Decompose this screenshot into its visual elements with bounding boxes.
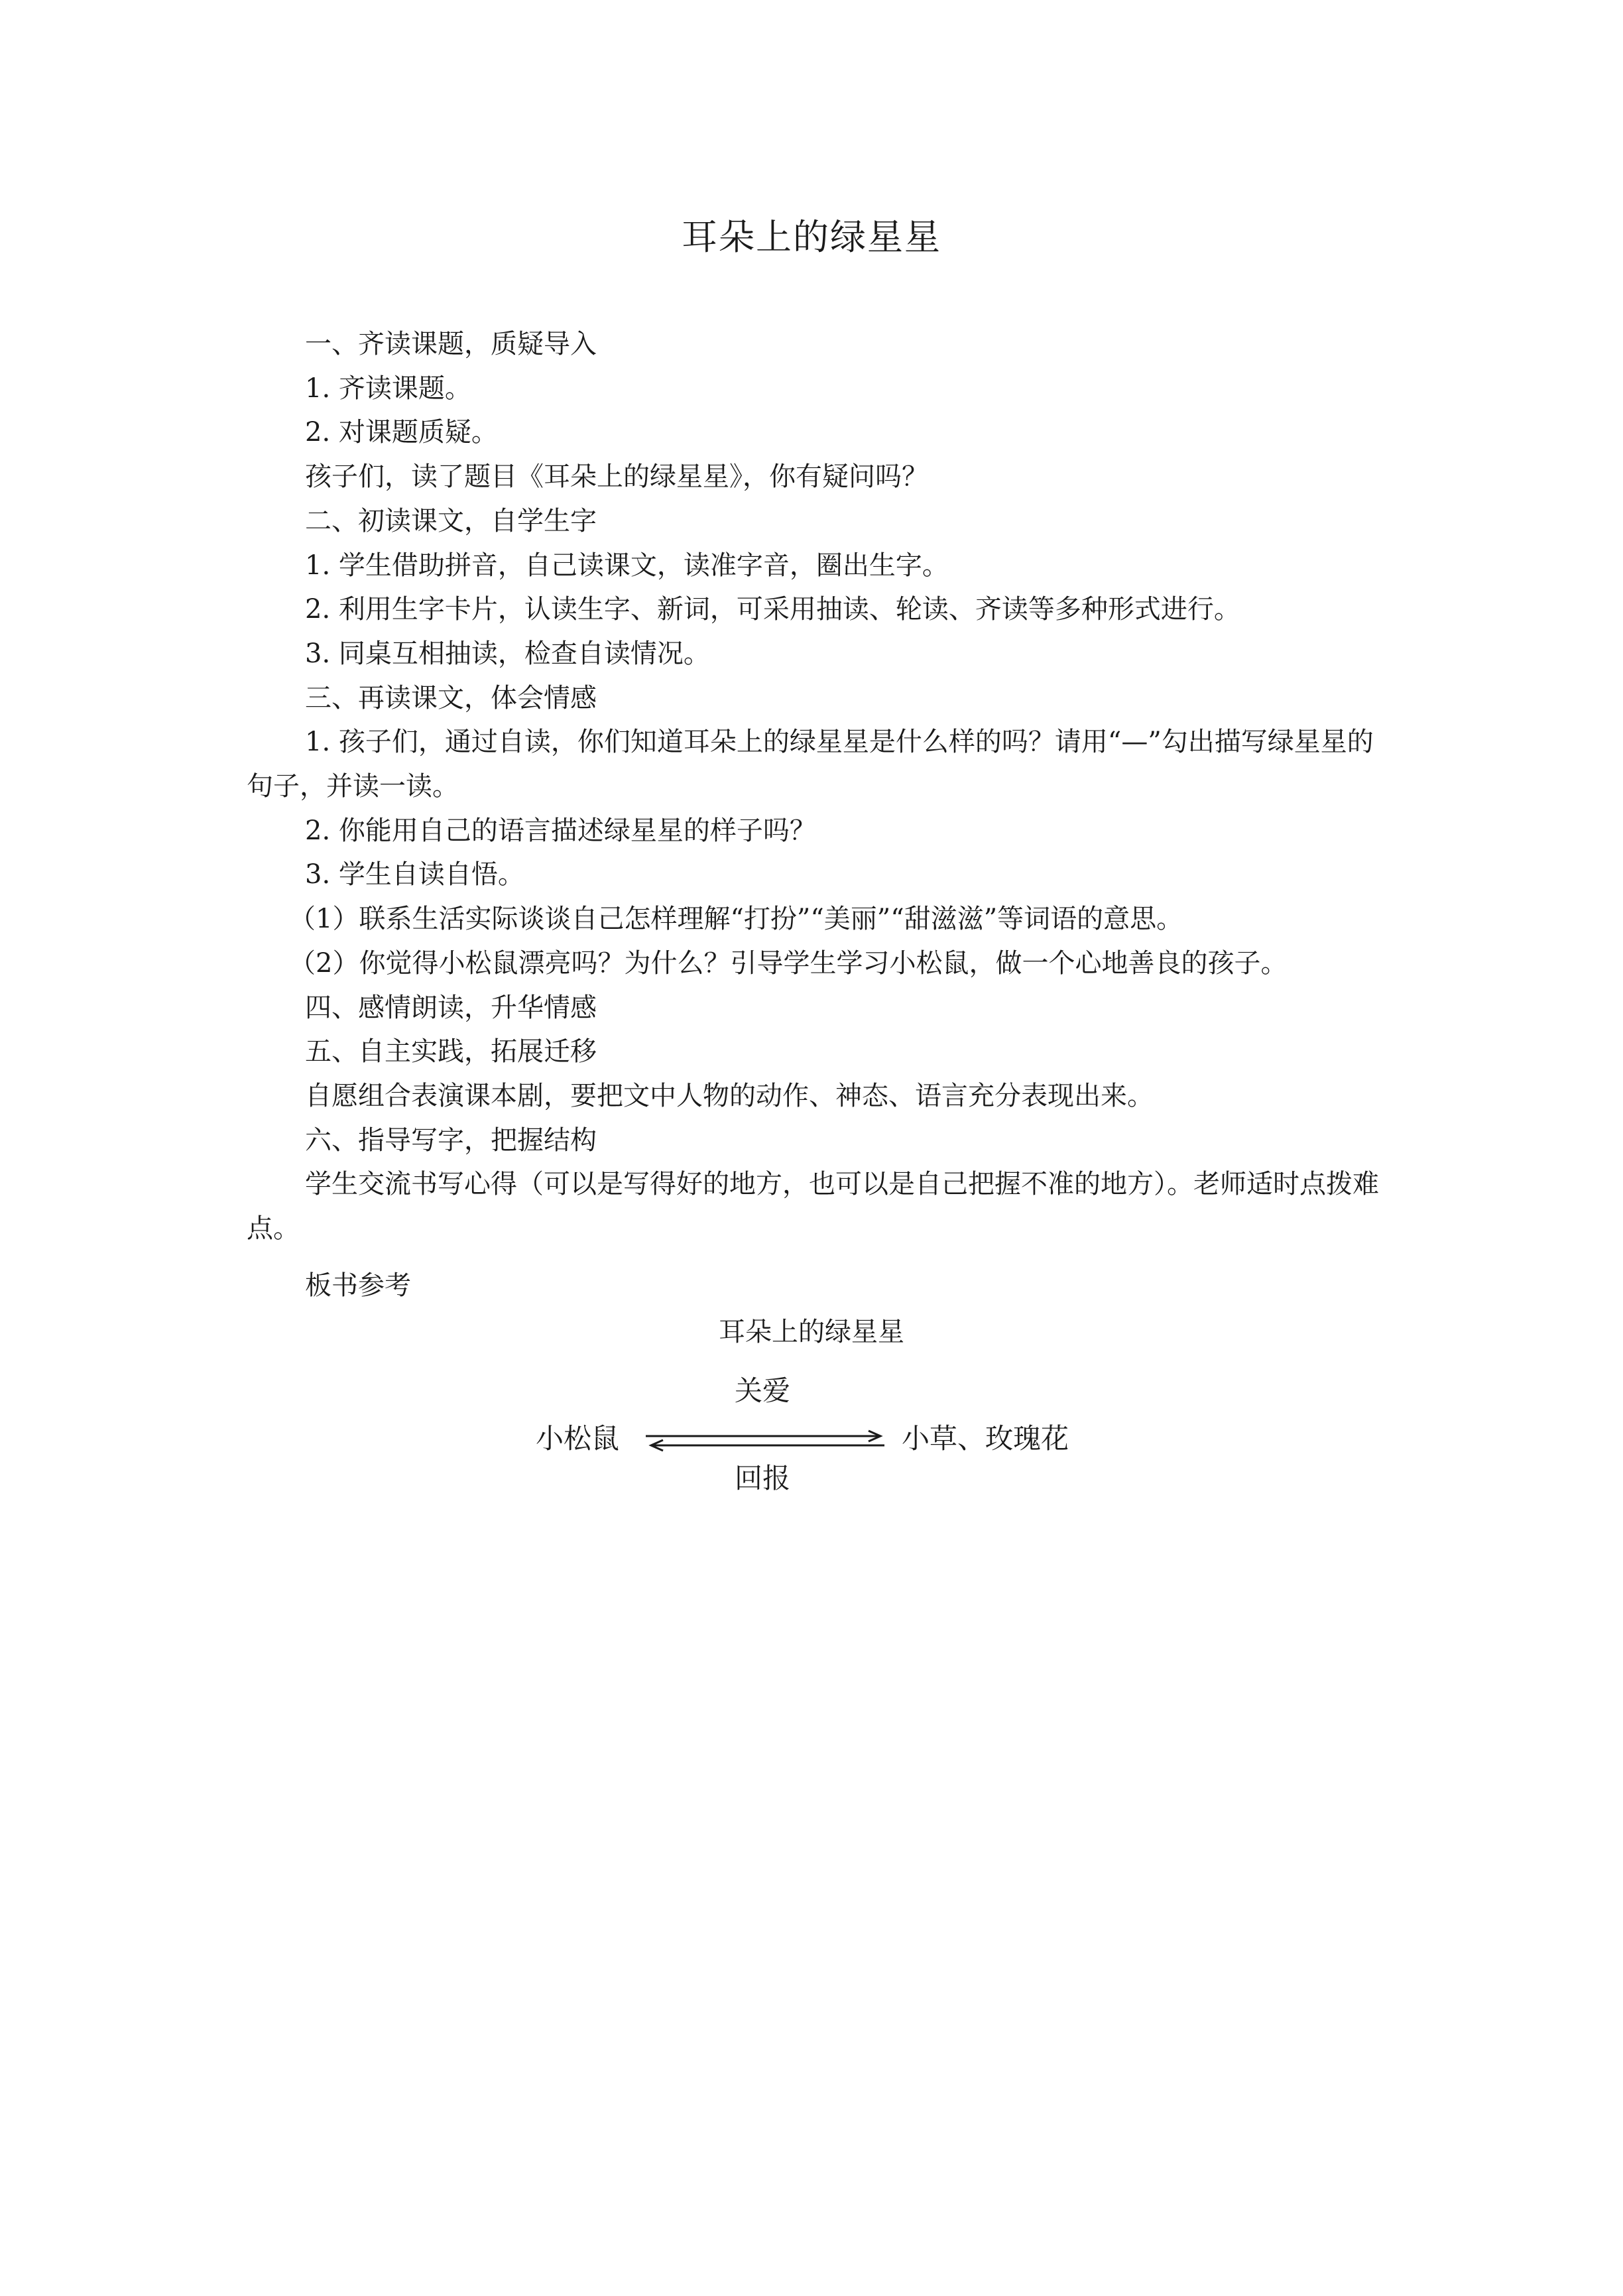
double-arrow-icon <box>643 1421 888 1461</box>
paragraph: （2）你觉得小松鼠漂亮吗？为什么？引导学生学习小松鼠，做一个心地善良的孩子。 <box>289 947 1288 979</box>
paragraph: 1. 孩子们，通过自读，你们知道耳朵上的绿星星是什么样的吗？请用“—”勾出描写绿星星的句子，并读一读。 <box>247 727 1374 802</box>
paragraph: （1）联系生活实际谈谈自己怎样理解“打扮”“美丽”“甜滋滋”等词语的意思。 <box>289 904 1183 935</box>
paragraph: 2. 利用生字卡片，认读生字、新词，可采用抽读、轮读、齐读等多种形式进行。 <box>305 594 1240 625</box>
paragraph: 学生交流书写心得（可以是写得好的地方，也可以是自己把握不准的地方）。老师适时点拨难点。 <box>247 1169 1379 1244</box>
paragraph: 3. 同桌互相抽读，检查自读情况。 <box>305 638 710 669</box>
section-heading-3: 三、再读课文，体会情感 <box>305 682 597 713</box>
paragraph: 自愿组合表演课本剧，要把文中人物的动作、神态、语言充分表现出来。 <box>305 1080 1154 1111</box>
bottom-label: 回报 <box>735 1462 791 1494</box>
paragraph: 1. 学生借助拼音，自己读课文，读准字音，圈出生字。 <box>305 550 949 581</box>
paragraph: 1. 齐读课题。 <box>305 373 471 404</box>
section-heading-1: 一、齐读课题，质疑导入 <box>305 329 597 359</box>
section-heading-2: 二、初读课文，自学生字 <box>305 505 597 536</box>
paragraph: 3. 学生自读自悟。 <box>305 859 524 890</box>
section-heading-6: 六、指导写字，把握结构 <box>305 1124 597 1156</box>
board-label: 板书参考 <box>305 1270 411 1301</box>
section-heading-4: 四、感情朗读，升华情感 <box>305 992 597 1023</box>
right-node: 小草、玫瑰花 <box>902 1422 1069 1455</box>
left-node: 小松鼠 <box>536 1422 620 1455</box>
section-heading-5: 五、自主实践，拓展迁移 <box>305 1036 597 1067</box>
paragraph: 2. 你能用自己的语言描述绿星星的样子吗？ <box>305 815 816 846</box>
top-label: 关爱 <box>735 1374 791 1407</box>
lesson-body <box>247 322 1388 1251</box>
paragraph: 孩子们，读了题目《耳朵上的绿星星》，你有疑问吗？ <box>305 461 928 493</box>
board-diagram <box>524 1372 1120 1505</box>
paragraph: 2. 对课题质疑。 <box>305 417 498 448</box>
board-title: 耳朵上的绿星星 <box>719 1317 904 1347</box>
page-title: 耳朵上的绿星星 <box>682 216 941 258</box>
